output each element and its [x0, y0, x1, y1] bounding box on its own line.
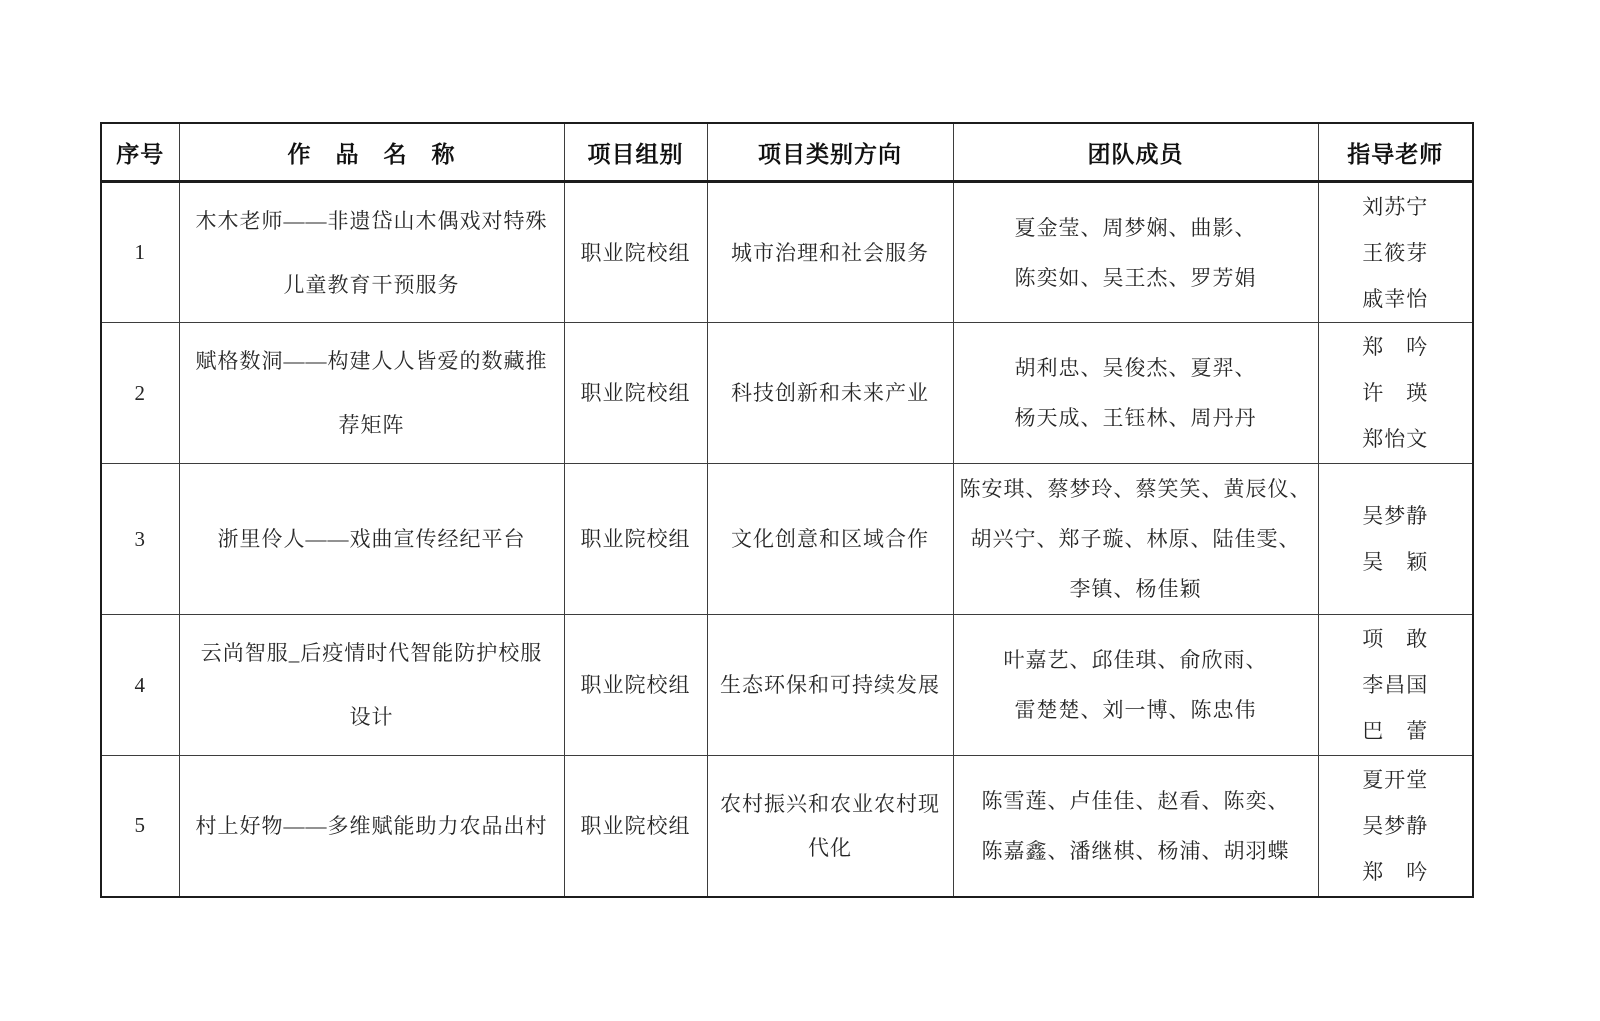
advisors-cell	[1318, 464, 1473, 615]
category-cell	[707, 615, 953, 756]
category-line: 科技创新和未来产业	[731, 381, 929, 405]
work-title-cell	[179, 756, 564, 897]
row-index: 3	[101, 464, 179, 615]
team-members-line: 胡利忠、吴俊杰、夏羿、	[1014, 356, 1257, 380]
project-group-cell	[564, 756, 707, 897]
advisor-name: 刘苏宁	[1362, 194, 1429, 219]
table-row	[101, 756, 1473, 897]
work-title-line: 赋格数洞——构建人人皆爱的数藏推	[195, 349, 548, 373]
advisor-name: 项 敢	[1362, 627, 1429, 651]
project-group-label: 职业院校组	[580, 813, 691, 838]
table-header-row	[101, 123, 1473, 182]
advisors-cell	[1318, 756, 1473, 897]
table-row	[101, 323, 1473, 464]
advisor-name: 郑 吟	[1362, 335, 1429, 359]
row-index: 1	[101, 182, 179, 323]
project-group-label: 职业院校组	[580, 381, 691, 405]
team-members-line: 陈奕如、吴王杰、罗芳娟	[1014, 265, 1257, 290]
table-row	[101, 464, 1473, 615]
work-title-line: 木木老师——非遗岱山木偶戏对特殊	[195, 208, 548, 233]
team-members-line: 陈雪莲、卢佳佳、赵看、陈奕、	[981, 788, 1290, 813]
table-row	[101, 182, 1473, 323]
advisor-name: 戚幸怡	[1362, 286, 1429, 311]
advisor-name: 巴 蕾	[1362, 719, 1429, 743]
category-line: 文化创意和区域合作	[731, 527, 929, 551]
work-title-line: 云尚智服_后疫情时代智能防护校服	[200, 641, 543, 665]
table-row	[101, 615, 1473, 756]
col-header-team-members: 团队成员	[953, 123, 1318, 182]
project-group-label: 职业院校组	[580, 240, 691, 265]
advisor-name: 吴梦静	[1362, 504, 1429, 528]
work-title-line: 荐矩阵	[338, 413, 405, 437]
team-members-cell	[953, 323, 1318, 464]
work-title-cell	[179, 615, 564, 756]
team-members-line: 雷楚楚、刘一博、陈忠伟	[1014, 698, 1257, 722]
work-title-cell	[179, 323, 564, 464]
team-members-cell	[953, 756, 1318, 897]
row-index: 4	[101, 615, 179, 756]
col-header-category-direction: 项目类别方向	[707, 123, 953, 182]
advisor-name: 吴 颖	[1362, 550, 1429, 574]
category-line: 城市治理和社会服务	[731, 240, 929, 265]
advisors-cell	[1318, 323, 1473, 464]
category-cell	[707, 323, 953, 464]
category-cell	[707, 464, 953, 615]
category-line: 生态环保和可持续发展	[720, 673, 940, 697]
advisor-name: 王筱芽	[1362, 240, 1429, 265]
team-members-cell	[953, 182, 1318, 323]
team-members-line: 夏金莹、周梦娴、曲影、	[1014, 215, 1257, 240]
work-title-cell	[179, 182, 564, 323]
team-members-line: 陈安琪、蔡梦玲、蔡笑笑、黄辰仪、	[959, 477, 1312, 501]
col-header-index: 序号	[101, 123, 179, 182]
project-group-cell	[564, 615, 707, 756]
team-members-cell	[953, 464, 1318, 615]
team-members-line: 陈嘉鑫、潘继棋、杨浦、胡羽蝶	[981, 838, 1290, 863]
team-members-line: 李镇、杨佳颖	[1069, 577, 1202, 601]
advisor-name: 李昌国	[1362, 673, 1429, 697]
col-header-work-name: 作 品 名 称	[179, 123, 564, 182]
project-group-label: 职业院校组	[580, 673, 691, 697]
work-title-cell	[179, 464, 564, 615]
team-members-line: 胡兴宁、郑子璇、林原、陆佳雯、	[970, 527, 1301, 551]
team-members-line: 杨天成、王钰林、周丹丹	[1014, 406, 1257, 430]
work-title-line: 儿童教育干预服务	[283, 272, 460, 297]
project-group-cell	[564, 323, 707, 464]
category-line: 农村振兴和农业农村现	[720, 791, 940, 816]
project-group-cell	[564, 464, 707, 615]
category-cell	[707, 756, 953, 897]
row-index: 5	[101, 756, 179, 897]
project-group-label: 职业院校组	[580, 527, 691, 551]
advisor-name: 郑怡文	[1362, 427, 1429, 451]
advisors-cell	[1318, 182, 1473, 323]
advisors-cell	[1318, 615, 1473, 756]
col-header-advisors: 指导老师	[1318, 123, 1473, 182]
projects-table	[100, 122, 1474, 898]
team-members-cell	[953, 615, 1318, 756]
team-members-line: 叶嘉艺、邱佳琪、俞欣雨、	[1003, 648, 1268, 672]
advisor-name: 郑 吟	[1362, 859, 1429, 884]
advisor-name: 夏开堂	[1362, 767, 1429, 792]
category-line: 代化	[808, 835, 852, 860]
work-title-line: 设计	[349, 705, 394, 729]
project-group-cell	[564, 182, 707, 323]
row-index: 2	[101, 323, 179, 464]
work-title-line: 浙里伶人——戏曲宣传经纪平台	[217, 527, 526, 551]
advisor-name: 吴梦静	[1362, 813, 1429, 838]
work-title-line: 村上好物——多维赋能助力农品出村	[195, 813, 548, 838]
col-header-project-group: 项目组别	[564, 123, 707, 182]
advisor-name: 许 瑛	[1362, 381, 1429, 405]
category-cell	[707, 182, 953, 323]
